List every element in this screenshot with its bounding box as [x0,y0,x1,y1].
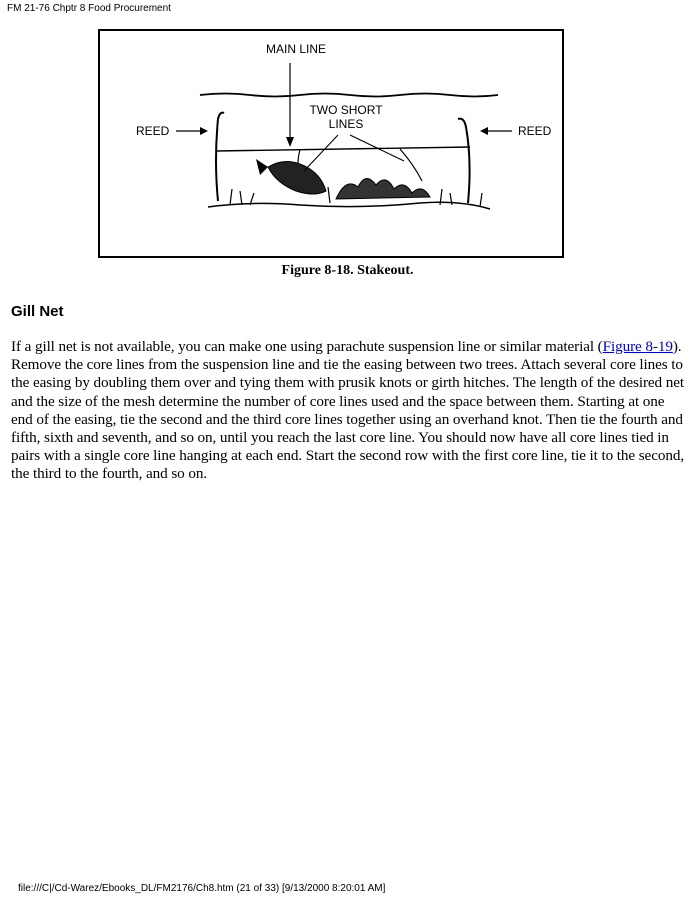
body-paragraph [11,338,687,484]
two-short-lines-pointer-left [304,135,338,171]
stakeout-illustration [100,31,562,256]
paragraph-text-end: ). Remove the core lines from the suspension line and tie the easing between two trees. Attach several core lines to the easing by doubling them over and tying them with prusik knots or girth hitches. The length of the desired net and the size of the mesh determine the number of core lines used and the space between them. Starting at one end of the easing, tie the second and the third core lines together using an overhand knot. Then tie the fourth and fifth, sixth and seventh, and so on, until you reach the last core line. You should now have all core lines tied in pairs with a single core line hanging at each end. Start the second row with the first core line, tie it to the second, the third to the fourth, and so on. [11,338,685,483]
left-reed [216,113,224,201]
paragraph-text-start: If a gill net is not available, you can make one using parachute suspension line or similar material ( [11,338,603,355]
stakeout-figure [98,29,564,258]
water-surface-line [200,94,498,97]
fish-tail [256,159,268,175]
figure-caption: Figure 8-18. Stakeout. [281,263,414,278]
figure-8-19-link[interactable]: Figure 8-19 [602,338,673,355]
reed-right-arrowhead [480,127,488,135]
bottom-vegetation [336,178,430,199]
section-heading: Gill Net [11,303,64,320]
reed-left-arrowhead [200,127,208,135]
fish-shape [268,161,326,194]
label-reed-left: REED [136,124,170,138]
main-line-arrowhead [286,137,294,147]
right-reed [458,119,470,203]
page-header-title: FM 21-76 Chptr 8 Food Procurement [7,3,171,14]
label-two-short-2: LINES [328,117,364,131]
short-line-2 [400,149,422,181]
label-main-line: MAIN LINE [265,42,327,56]
page-footer-path: file:///C|/Cd-Warez/Ebooks_DL/FM2176/Ch8.htm (21 of 33) [9/13/2000 8:20:01 AM] [18,883,386,894]
label-reed-right: REED [518,124,552,138]
stakeout-main-line [216,147,470,151]
label-two-short-1: TWO SHORT [309,103,383,117]
